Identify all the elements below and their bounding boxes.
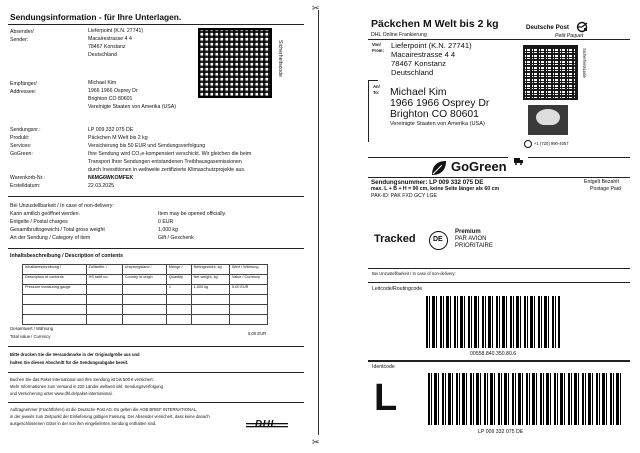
left-title: Sendungsinformation - für Ihre Unterlagen. xyxy=(10,12,182,22)
from-line: Deutschland xyxy=(391,68,434,77)
table-subheader: Value / Currency xyxy=(229,275,267,285)
product-title: Päckchen M Welt bis 2 kg xyxy=(371,18,499,30)
table-cell: 1,000 kg xyxy=(191,285,229,295)
customs-value: Gift / Geschenk xyxy=(158,235,194,241)
contents-table xyxy=(22,264,268,325)
scissors-icon: ✂ xyxy=(312,3,320,13)
sender-line: Deutschland xyxy=(88,52,117,58)
charges-label: Entgelt Bezahlt xyxy=(584,179,619,185)
divider xyxy=(528,157,630,158)
gogreen-label: GoGreen xyxy=(451,159,507,174)
from-line: Macairestrasse 4 4 xyxy=(391,50,456,59)
size-limits: max. L + B + H = 90 cm, keine Seite länger als 60 cm xyxy=(371,186,500,192)
customs-key: Art der Sendung / Category of item xyxy=(10,235,91,241)
de-badge xyxy=(429,231,448,250)
total-value: 5,00 EUR xyxy=(248,331,267,336)
de-badge-text: DE xyxy=(433,236,443,243)
detail-key: Warenkorb-Nr.: xyxy=(10,175,45,181)
divider xyxy=(8,346,304,347)
ident-code: LP 009 332 075 DE xyxy=(478,429,524,435)
stamp-figure xyxy=(536,109,560,125)
gogreen-leaf-icon xyxy=(430,159,448,177)
total-label: Total value / Currency xyxy=(10,334,51,339)
contents-title: Inhaltsbeschreibung / Description of contents xyxy=(10,253,123,259)
recipient-phone: +1 (720) 990-4057 xyxy=(534,141,569,146)
divider xyxy=(8,248,304,249)
ident-label: Identcode xyxy=(372,364,395,370)
table-header: Inhaltsbeschreibung / xyxy=(23,265,87,275)
footer-text: in der jeweils zum Zeitpunkt der Einlieferung gültigen Fassung. Der Absender versichert, dass keine danach xyxy=(10,414,210,419)
recipient-line: Brighton CO 80601 xyxy=(88,96,133,102)
info-text: Mehr Informationen zum Versand in 220 Länder weltweit inkl. Sendungsverfolgung xyxy=(10,384,163,389)
customs-value: 1,000 kg xyxy=(158,227,178,233)
table-cell xyxy=(122,285,166,295)
table-header: Zolltarifnr. / xyxy=(86,265,122,275)
from-label: Von/ From: xyxy=(372,42,384,54)
to-country: Vereinigte Staaten von Amerika (USA) xyxy=(390,121,485,127)
undeliverable-note: Bei Unzustellbarkeit / In case of non-delivery: xyxy=(372,271,456,276)
security-code-label: Sicherheitscode xyxy=(582,48,587,78)
truck-icon xyxy=(514,152,524,160)
table-row xyxy=(23,305,268,315)
detail-value: Ihre Sendung wird CO₂e-kompensiert verschickt. Wir gleichen die beim xyxy=(88,151,252,157)
brand-subtitle: Petit Paquet xyxy=(555,33,584,39)
detail-value: Transport Ihrer Sendungen entstandenen Treibhausgasemissionen xyxy=(88,159,242,165)
table-subheader: Quantity xyxy=(166,275,191,285)
brand-name: Deutsche Post xyxy=(526,24,569,31)
sender-label: Absender/ Sender: xyxy=(10,29,34,43)
recipient-label: Empfänger/ Addressee: xyxy=(10,81,37,95)
detail-key: GoGreen: xyxy=(10,151,33,157)
print-notice: Bitte drucken Sie die Versandmarke in der Originalgröße aus und xyxy=(10,352,140,357)
print-notice: halten Sie diesen Abschnitt für die Sendungsabgabe bereit. xyxy=(10,360,129,365)
customs-value: 0 EUR xyxy=(158,219,174,225)
customs-key: Kann amtlich geöffnet werden. xyxy=(10,211,80,217)
table-row xyxy=(23,315,268,325)
total-label: Gesamtwert / Währung xyxy=(10,326,54,331)
table-header: Wert / Währung xyxy=(229,265,267,275)
post-horn-icon xyxy=(575,20,589,32)
table-header: Menge / xyxy=(166,265,191,275)
footer-text: ausgeschlossenen Güter in der von ihm eingelieferten Sendung enthalten sind. xyxy=(10,421,157,426)
table-header: Nettogewicht, kg xyxy=(191,265,229,275)
to-line: Michael Kim xyxy=(390,87,447,98)
divider xyxy=(368,39,630,40)
tracked-label: Tracked xyxy=(374,233,416,245)
table-cell: 1 xyxy=(166,285,191,295)
info-text: und Versicherung unter www.dhl.de/paket-international. xyxy=(10,391,113,396)
divider xyxy=(8,196,304,197)
premium-label: Premium xyxy=(455,229,481,235)
tracking-number: Sendungsnummer: LP 009 332 075 DE xyxy=(371,179,484,186)
from-line: 78467 Konstanz xyxy=(391,59,446,68)
to-line: 1966 1966 Osprey Dr xyxy=(390,98,490,109)
table-row xyxy=(23,285,268,295)
table-cell: Pressure measuring gauge xyxy=(23,285,87,295)
address-frame xyxy=(368,80,369,142)
divider xyxy=(368,268,630,269)
divider xyxy=(8,402,304,403)
sender-line: Lieferpoint (K.N. 27741) xyxy=(88,28,144,34)
info-text: Buchen Sie das Paket International und Ihre Sendung ist bis 500 € versichert. xyxy=(10,377,154,382)
from-line: Lieferpoint (K.N. 27741) xyxy=(391,41,472,50)
table-header: Ursprungsland / xyxy=(122,265,166,275)
divider xyxy=(368,282,630,283)
detail-value: durch Investitionen in weltweite zertifizierte Klimaschutzprojekte aus. xyxy=(88,167,246,173)
table-cell: 5,00 EUR xyxy=(229,285,267,295)
customs-key: Gesamtbruttogewicht / Total gross weight xyxy=(10,227,105,233)
scissors-icon: ✂ xyxy=(312,437,320,447)
divider xyxy=(368,177,630,178)
pak-id: PAK-ID: PAK FXD GCY LGE xyxy=(371,193,438,199)
detail-key: Services: xyxy=(10,143,32,149)
detail-value: Versicherung bis 50 EUR und Sendungsverfolgung xyxy=(88,143,206,149)
customs-value: Item may be opened officially. xyxy=(158,211,227,217)
ident-barcode xyxy=(428,373,624,425)
address-frame xyxy=(368,80,378,81)
detail-value: N6MG6WKOMFEK xyxy=(88,175,134,181)
security-code-label: Sicherheitscode xyxy=(277,40,283,77)
charges-label: Postage Paid xyxy=(590,186,621,192)
sender-line: Macairestrasse 4 4 xyxy=(88,36,132,42)
sender-line: 78467 Konstanz xyxy=(88,44,126,50)
ident-letter: L xyxy=(374,377,398,419)
par-avion-label: PAR AVION xyxy=(455,236,487,242)
divider xyxy=(368,157,508,158)
table-subheader: Country of origin xyxy=(122,275,166,285)
detail-value: 22.03.2025 xyxy=(88,183,114,189)
recipient-line: 1966 1966 Osprey Dr xyxy=(88,88,138,94)
routing-barcode xyxy=(426,296,560,348)
footer-text: Auftragnehmer (Frachtführer) ist die Deutsche Post AG. Es gelten die AGB BRIEF INTERNATIONAL, xyxy=(10,407,198,412)
table-subheader: Net weight, kg xyxy=(191,275,229,285)
detail-key: Produkt: xyxy=(10,135,30,141)
recipient-line: Vereinigte Staaten von Amerika (USA) xyxy=(88,104,176,110)
dhl-logo-text: DHL xyxy=(255,419,278,430)
phone-icon xyxy=(524,140,532,148)
prioritaire-label: PRIORITAIRE xyxy=(455,243,493,249)
divider xyxy=(8,372,304,373)
routing-code: 00558.840.350.80.6 xyxy=(470,351,517,357)
table-subheader: Description of contents xyxy=(23,275,87,285)
detail-key: Sendungsnr.: xyxy=(10,127,41,133)
table-subheader: HS tariff no. xyxy=(86,275,122,285)
franking-label: DHL Online Frankierung xyxy=(371,32,427,38)
detail-value: LP 009 332 075 DE xyxy=(88,127,134,133)
recipient-line: Michael Kim xyxy=(88,80,117,86)
table-subheader-row xyxy=(23,275,268,285)
fold-line xyxy=(318,10,319,435)
table-row xyxy=(23,295,268,305)
datamatrix-code xyxy=(523,45,578,100)
divider xyxy=(368,360,630,362)
detail-value: Päckchen M Welt bis 2 kg xyxy=(88,135,148,141)
datamatrix-code xyxy=(198,28,272,98)
customs-key: Bei Unzustellbarkeit / In case of non-delivery: xyxy=(10,203,114,209)
divider xyxy=(8,24,304,25)
table-cell xyxy=(86,285,122,295)
routing-label: Leitcode/Routingcode xyxy=(372,286,423,292)
dhl-logo xyxy=(246,420,288,431)
table-header-row xyxy=(23,265,268,275)
to-label: An/ To: xyxy=(373,84,380,95)
stamp-image xyxy=(528,105,568,135)
customs-key: Entgelte / Postal charges xyxy=(10,219,68,225)
to-line: Brighton CO 80601 xyxy=(390,109,479,120)
detail-key: Erstelldatum: xyxy=(10,183,41,189)
